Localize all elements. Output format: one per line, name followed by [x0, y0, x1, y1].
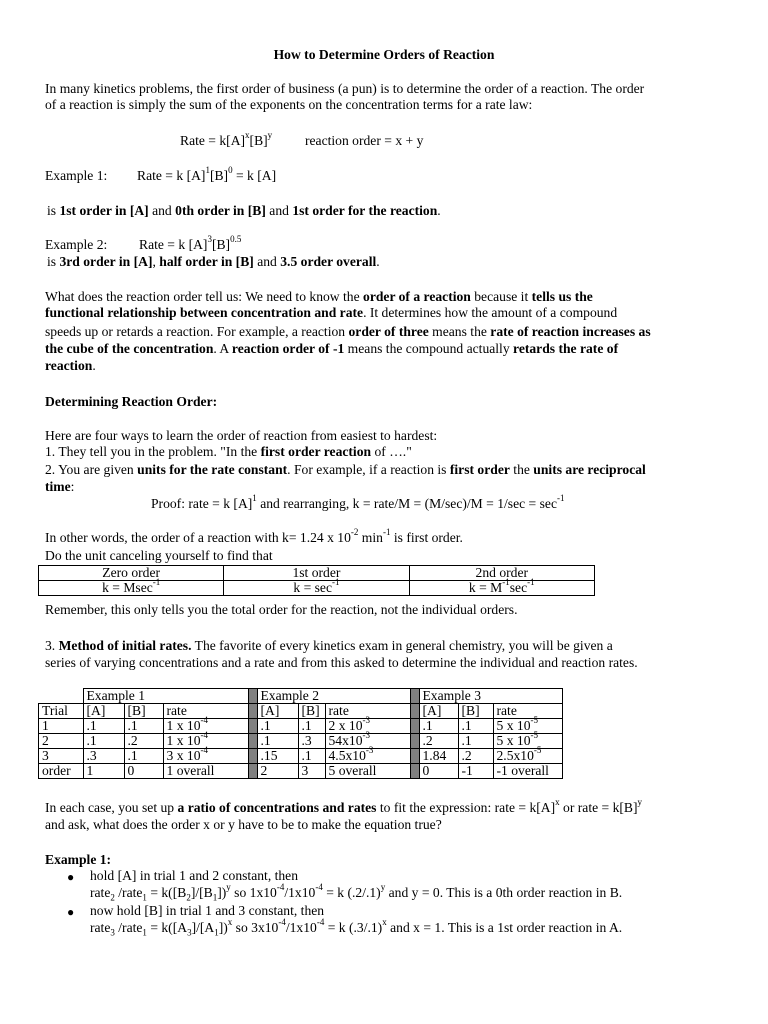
units-header: 2nd order	[409, 566, 594, 581]
text: because it	[470, 289, 532, 304]
text: . A	[213, 341, 232, 356]
method-3-line-1	[45, 638, 613, 654]
example-2-label: Example 2:	[45, 237, 108, 252]
text: k = Msec	[102, 580, 153, 595]
exponent: x	[555, 797, 560, 808]
table-cell: 5 overall	[325, 764, 410, 779]
equation-text: [B]	[209, 168, 229, 183]
ratio-line-2: and ask, what does the order x or y have to be to make the equation true?	[45, 817, 442, 832]
table-cell: -1	[458, 764, 493, 779]
text: ,	[152, 254, 160, 269]
meaning-line-3	[45, 324, 651, 340]
exponent: y	[267, 130, 273, 141]
exponent: -4	[278, 917, 286, 928]
table-cell: .2	[124, 734, 163, 749]
units-header: 1st order	[224, 566, 409, 581]
text: and	[265, 203, 293, 218]
bold-text: reaction	[45, 358, 93, 373]
text: sec	[509, 580, 528, 595]
subscript: 1	[142, 892, 147, 903]
table-cell: 3	[298, 764, 325, 779]
initial-rates-table	[38, 688, 563, 779]
exponent: -3	[362, 730, 370, 741]
table-cell: .1	[124, 749, 163, 764]
bold-text: tells us the	[531, 289, 593, 304]
trial-cell: 3	[39, 749, 84, 764]
meaning-line-2	[45, 305, 617, 321]
bold-text: Method of initial rates.	[58, 638, 192, 653]
intro-line-2: of a reaction is simply the sum of the exponents on the concentration terms for a rate law:	[45, 97, 533, 112]
divider	[248, 719, 257, 734]
text: 3 x 10	[166, 748, 201, 763]
exponent: -1	[332, 577, 340, 588]
units-cell	[224, 577, 409, 596]
text: /1x10	[285, 920, 317, 935]
exponent: -5	[533, 745, 542, 756]
bold-text: 3.5 order overall	[280, 254, 377, 269]
text: ])	[217, 885, 227, 900]
text: and rearranging, k = rate/M = (M/sec)/M = 1/sec = sec	[256, 496, 557, 511]
units-table	[38, 565, 595, 596]
exponent: -1	[527, 577, 535, 588]
divider	[248, 734, 257, 749]
trial-cell: 2	[39, 734, 84, 749]
subscript: 2	[186, 892, 191, 903]
table-cell: .1	[458, 734, 493, 749]
table-cell: .3	[298, 734, 325, 749]
col-header: [A]	[257, 704, 298, 719]
example-1-header: Example 1	[83, 689, 248, 704]
exponent: -4	[200, 715, 208, 726]
col-header: [B]	[458, 704, 493, 719]
exponent: -1	[556, 493, 565, 504]
example-3-header: Example 3	[419, 689, 562, 704]
table-cell	[163, 745, 248, 764]
text: means the	[428, 324, 491, 339]
page-title: How to Determine Orders of Reaction	[273, 47, 495, 62]
table-cell: 0	[419, 764, 458, 779]
exponent: -3	[362, 715, 370, 726]
text: 1. They tell you in the problem. "In the	[45, 444, 261, 459]
table-cell: .1	[419, 719, 458, 734]
text: to fit the expression: rate = k[A]	[376, 800, 556, 815]
divider	[248, 689, 257, 704]
bold-text: order of three	[348, 324, 429, 339]
table-cell: .15	[257, 749, 298, 764]
text: rate	[90, 920, 111, 935]
table-row	[39, 764, 563, 779]
text: Proof: rate = k [A]	[151, 496, 253, 511]
subscript: 3	[110, 927, 115, 938]
example-1-label: Example 1:	[45, 168, 108, 183]
divider	[410, 749, 419, 764]
table-cell: .1	[257, 734, 298, 749]
exponent: -2	[350, 527, 359, 538]
bold-text: 1st order in [A]	[59, 203, 149, 218]
table-cell: .1	[458, 719, 493, 734]
equation-text: Rate = k [A]	[137, 168, 206, 183]
proof-line	[151, 493, 565, 512]
text: or rate = k[B]	[559, 800, 638, 815]
bold-text: reaction order of -1	[231, 341, 345, 356]
bullet-icon: ●	[67, 905, 75, 919]
text: .	[92, 358, 96, 373]
example-2-header: Example 2	[257, 689, 410, 704]
exponent: y	[637, 797, 643, 808]
text: /rate	[114, 885, 143, 900]
exponent: -1	[502, 577, 510, 588]
table-cell	[493, 715, 562, 734]
text: is	[47, 254, 60, 269]
divider	[410, 734, 419, 749]
text: 2 x 10	[328, 718, 363, 733]
equation-text: = k [A]	[232, 168, 277, 183]
section-heading: Determining Reaction Order:	[45, 394, 218, 409]
bold-text: first order reaction	[260, 444, 372, 459]
subscript: 1	[142, 927, 147, 938]
example-2-equation	[139, 234, 242, 253]
divider	[248, 704, 257, 719]
exponent: x	[245, 130, 250, 141]
text: :	[70, 479, 75, 494]
solution-bullet-2: now hold [B] in trial 1 and 3 constant, then	[90, 903, 325, 918]
divider	[410, 764, 419, 779]
text: 3.	[45, 638, 59, 653]
bold-text: first order	[449, 462, 510, 477]
text: /rate	[114, 920, 143, 935]
table-cell	[493, 745, 562, 764]
text: . It determines how the amount of a compound	[363, 305, 618, 320]
table-cell: -1 overall	[493, 764, 562, 779]
bold-text: units are reciprocal	[533, 462, 646, 477]
method-2-cont	[45, 479, 74, 495]
text: means the compound actually	[344, 341, 514, 356]
text: .	[437, 203, 441, 218]
col-header: [A]	[419, 704, 458, 719]
table-cell: .1	[298, 749, 325, 764]
text: = k([B	[146, 885, 187, 900]
units-header: Zero order	[39, 566, 224, 581]
table-cell: .1	[83, 719, 124, 734]
bold-text: half order in [B]	[159, 254, 254, 269]
equation-text: [B]	[211, 237, 231, 252]
equation-text: Rate = k [A]	[139, 237, 208, 252]
text: so 1x10	[230, 885, 277, 900]
example-1-solution-heading: Example 1:	[45, 852, 112, 867]
text: and x = 1. This is a 1st order reaction in A.	[386, 920, 623, 935]
exponent: y	[226, 882, 231, 893]
table-cell: .1	[83, 734, 124, 749]
meaning-line-4	[45, 341, 618, 357]
subscript: 3	[187, 927, 192, 938]
bold-text: units for the rate constant	[137, 462, 288, 477]
text: is first order.	[390, 530, 463, 545]
text: rate	[90, 885, 111, 900]
text: ]/[B	[190, 885, 213, 900]
subscript: 2	[110, 892, 115, 903]
table-cell: .2	[419, 734, 458, 749]
exponent: 0	[228, 165, 233, 176]
exponent: y	[380, 882, 386, 893]
table-cell	[325, 745, 410, 764]
table-row	[39, 749, 563, 764]
exponent: x	[382, 917, 387, 928]
text: ])	[218, 920, 228, 935]
table-cell: 1	[83, 764, 124, 779]
subscript: 1	[214, 927, 219, 938]
remember-line: Remember, this only tells you the total order for the reaction, not the individual orders.	[45, 602, 518, 617]
trial-cell: 1	[39, 719, 84, 734]
table-cell: .1	[298, 719, 325, 734]
table-cell: 0	[124, 764, 163, 779]
table-cell: 2	[257, 764, 298, 779]
exponent: x	[227, 917, 233, 928]
text: In each case, you set up	[45, 800, 178, 815]
solution-bullet-2-eq	[90, 917, 623, 938]
table-cell: .2	[458, 749, 493, 764]
col-header: [B]	[124, 704, 163, 719]
table-cell: .3	[83, 749, 124, 764]
text: ]/[A	[191, 920, 215, 935]
divider	[410, 689, 419, 704]
bold-text: rate of reaction increases as	[490, 324, 651, 339]
table-cell: 1 overall	[163, 764, 248, 779]
text: and	[253, 254, 281, 269]
subscript: 1	[212, 892, 218, 903]
text: k = sec	[293, 580, 332, 595]
text: 2. You are given	[45, 462, 138, 477]
table-row	[39, 719, 563, 734]
unit-cancel-line: Do the unit canceling yourself to find that	[45, 548, 273, 563]
text: = k([A	[146, 920, 188, 935]
divider	[248, 764, 257, 779]
col-header: Trial	[39, 704, 84, 719]
text: and y = 0. This is a 0th order reaction in B.	[385, 885, 623, 900]
exponent: -4	[200, 745, 208, 756]
exponent: -3	[365, 745, 374, 756]
text: 5 x 10	[496, 718, 531, 733]
text: 1 x 10	[166, 718, 201, 733]
rate-law	[180, 130, 273, 149]
method-3-line-2: series of varying concentrations and a rate and from this asked to determine the individual and reaction rates.	[45, 655, 638, 670]
method-2	[45, 462, 646, 478]
other-words-line	[45, 527, 463, 546]
bold-text: a ratio of concentrations and rates	[177, 800, 377, 815]
text: The favorite of every kinetics exam in general chemistry, you will be given a	[191, 638, 613, 653]
exponent: 1	[205, 165, 210, 176]
solution-bullet-1: hold [A] in trial 1 and 2 constant, then	[90, 868, 299, 883]
text: of …."	[371, 444, 412, 459]
text: 2.5x10	[496, 748, 534, 763]
col-header: rate	[493, 704, 562, 719]
col-header: [A]	[83, 704, 124, 719]
text: = k (.2/.1)	[322, 885, 381, 900]
solution-bullet-1-eq	[90, 882, 623, 903]
exponent: 3	[207, 234, 212, 245]
text: speeds up or retards a reaction. For example, a reaction	[45, 324, 349, 339]
exponent: -5	[530, 715, 538, 726]
divider	[410, 719, 419, 734]
exponent: -4	[315, 882, 323, 893]
units-cell	[409, 577, 594, 596]
text: What does the reaction order tell us: We need to know the	[45, 289, 364, 304]
exponent: -4	[276, 882, 285, 893]
exponent: -5	[530, 730, 538, 741]
reaction-order-formula: reaction order = x + y	[305, 133, 424, 148]
text: so 3x10	[232, 920, 279, 935]
text: min	[358, 530, 383, 545]
text: is	[47, 203, 60, 218]
text: /1x10	[284, 885, 316, 900]
bullet-icon: ●	[67, 870, 75, 884]
divider	[410, 704, 419, 719]
col-header: [B]	[298, 704, 325, 719]
rate-law-text: Rate = k[A]	[180, 133, 246, 148]
meaning-line-5	[45, 358, 96, 374]
text: 4.5x10	[328, 748, 366, 763]
text: In other words, the order of a reaction with k= 1.24 x 10	[45, 530, 351, 545]
exponent: 1	[252, 493, 257, 504]
rate-law-text: [B]	[249, 133, 268, 148]
text: . For example, if a reaction is	[287, 462, 450, 477]
text: = k (.3/.1)	[324, 920, 383, 935]
bold-text: time	[45, 479, 71, 494]
empty-cell	[39, 689, 84, 704]
methods-intro: Here are four ways to learn the order of reaction from easiest to hardest:	[45, 428, 438, 443]
ratio-line-1	[45, 797, 643, 816]
text: the	[509, 462, 534, 477]
col-header: rate	[163, 704, 248, 719]
bold-text: retards the rate of	[513, 341, 619, 356]
bold-text: the cube of the concentration	[45, 341, 214, 356]
text: 5 x 10	[496, 733, 531, 748]
table-cell: .1	[124, 719, 163, 734]
method-1	[45, 444, 412, 460]
bold-text: 3rd order in [A]	[59, 254, 153, 269]
meaning-line-1	[45, 289, 593, 305]
exponent: -4	[200, 730, 208, 741]
exponent: -4	[316, 917, 325, 928]
table-cell: .1	[257, 719, 298, 734]
exponent: 0.5	[230, 234, 242, 245]
col-header: rate	[325, 704, 410, 719]
units-cell	[39, 577, 224, 596]
trial-cell: order	[39, 764, 84, 779]
intro-line-1: In many kinetics problems, the first order of business (a pun) is to determine the order of a reaction. The order	[45, 81, 645, 96]
text: and	[148, 203, 176, 218]
text: 1 x 10	[166, 733, 201, 748]
table-cell	[493, 730, 562, 749]
exponent: -1	[152, 577, 161, 588]
bold-text: 1st order for the reaction	[292, 203, 438, 218]
text: k = M	[468, 580, 503, 595]
table-row	[39, 734, 563, 749]
exponent: -1	[382, 527, 391, 538]
text: .	[376, 254, 380, 269]
example-2-explanation	[47, 254, 380, 270]
bold-text: functional relationship between concentration and rate	[45, 305, 364, 320]
bold-text: 0th order in [B]	[175, 203, 266, 218]
example-1-equation	[137, 165, 277, 184]
divider	[248, 749, 257, 764]
text: 54x10	[328, 733, 363, 748]
table-cell: 1.84	[419, 749, 458, 764]
bold-text: order of a reaction	[363, 289, 471, 304]
example-1-explanation	[47, 203, 441, 219]
